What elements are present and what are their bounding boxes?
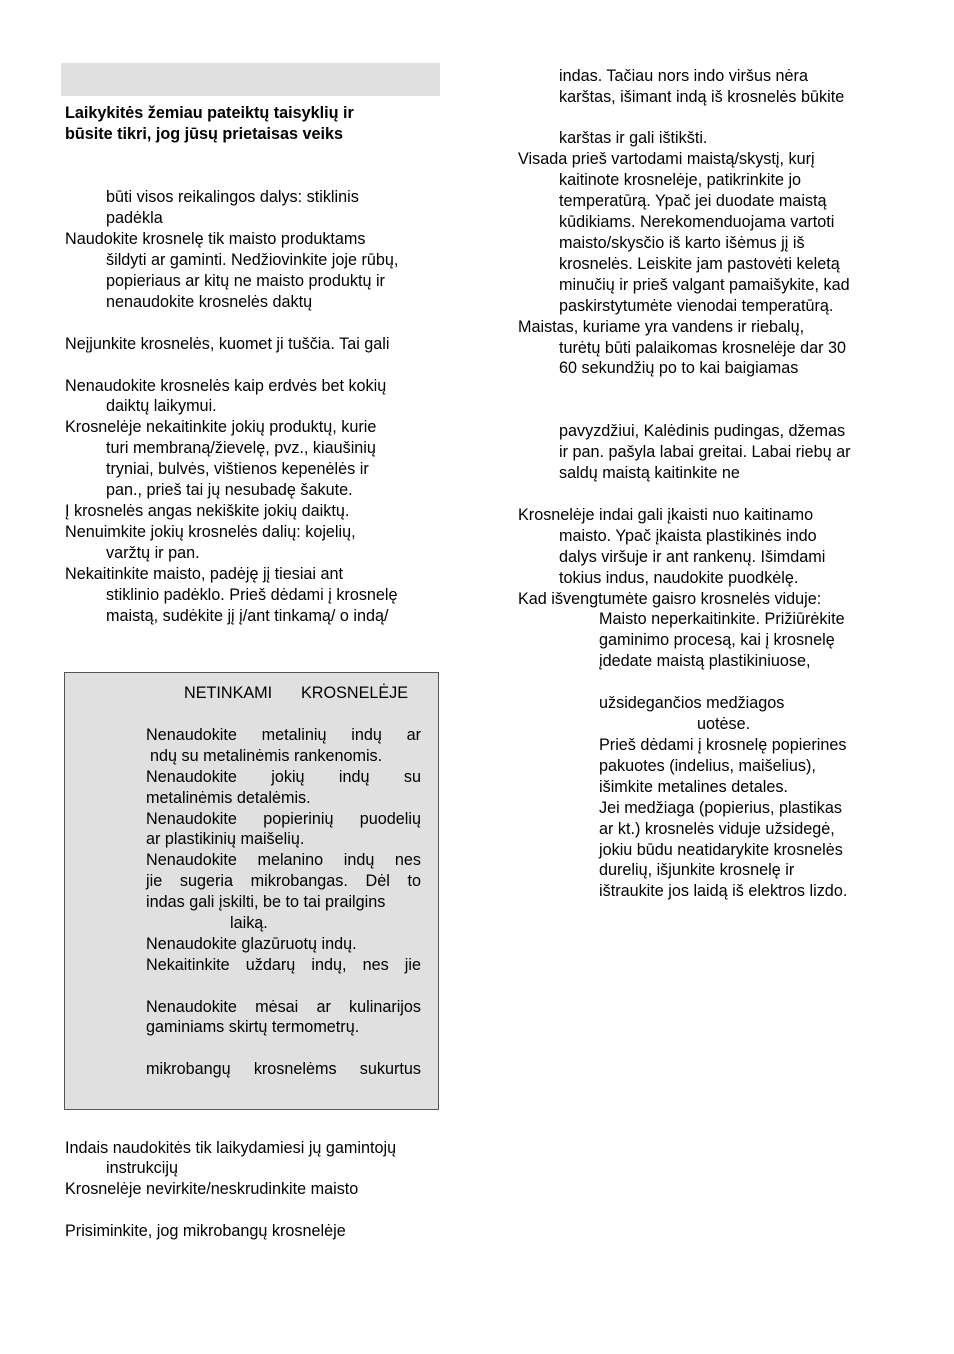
text-line: Nekaitinkite maisto, padėję jį tiesiai ant (65, 565, 344, 583)
text-line: minučių ir prieš valgant pamaišykite, kad (559, 276, 850, 294)
text-line: jokiu būdu neatidarykite krosnelės (599, 841, 843, 859)
text-line: ištraukite jos laidą iš elektros lizdo. (599, 882, 848, 900)
warning-line: Nenaudokite mėsai ar kulinarijos (146, 998, 421, 1016)
warning-line: ndų su metalinėmis rankenomis. (150, 747, 383, 765)
text-line: pavyzdžiui, Kalėdinis pudingas, džemas (559, 422, 846, 440)
intro-line: būsite tikri, jog jūsų prietaisas veiks (65, 125, 343, 143)
text-line: paskirstytumėte vienodai temperatūrą. (559, 297, 834, 315)
section-header-bar (61, 63, 440, 96)
text-line: krosnelės. Leiskite jam pastovėti keletą (559, 255, 840, 273)
text-line: užsidegančios medžiagos (599, 694, 785, 712)
text-line: uotėse. (697, 715, 751, 733)
text-line: Indais naudokitės tik laikydamiesi jų gamintojų (65, 1139, 397, 1157)
warning-title-b: KROSNELĖJE (301, 684, 409, 702)
warning-line: indas gali įskilti, be to tai prailgins (146, 893, 386, 911)
warning-line: jie sugeria mikrobangas. Dėl to (146, 872, 421, 890)
warning-line: Nenaudokite popierinių puodelių (146, 810, 421, 828)
text-line: pan., prieš tai jų nesubadę šakute. (106, 481, 353, 499)
text-line: Maisto neperkaitinkite. Prižiūrėkite (599, 610, 845, 628)
text-line: karštas ir gali ištikšti. (559, 129, 708, 147)
text-line: varžtų ir pan. (106, 544, 200, 562)
text-line: gaminimo procesą, kai į krosnelę (599, 631, 835, 649)
intro-line: Laikykitės žemiau pateiktų taisyklių ir (65, 104, 354, 122)
text-line: ar kt.) krosnelės viduje užsidegė, (599, 820, 835, 838)
warning-line: gaminiams skirtų termometrų. (146, 1018, 360, 1036)
text-line: šildyti ar gaminti. Nedžiovinkite joje rūbų, (106, 251, 399, 269)
text-line: durelių, išjunkite krosnelę ir (599, 861, 795, 879)
text-line: nenaudokite krosnelės daktų (106, 293, 313, 311)
text-line: įdedate maistą plastikiniuose, (599, 652, 811, 670)
text-line: Jei medžiaga (popierius, plastikas (599, 799, 842, 817)
text-line: Nenaudokite krosnelės kaip erdvės bet kokių (65, 377, 387, 395)
text-line: stiklinio padėklo. Prieš dėdami į krosnelę (106, 586, 398, 604)
text-line: karštas, išimant indą iš krosnelės būkite (559, 88, 845, 106)
text-line: daiktų laikymui. (106, 397, 217, 415)
text-line: kaitinote krosnelėje, patikrinkite jo (559, 171, 802, 189)
text-line: kūdikiams. Nerekomenduojama vartoti (559, 213, 835, 231)
warning-title-a: NETINKAMI (184, 684, 273, 702)
text-line: turėtų būti palaikomas krosnelėje dar 30 (559, 339, 847, 357)
warning-line: Nekaitinkite uždarų indų, nes jie (146, 956, 421, 974)
warning-line: Nenaudokite metalinių indų ar (146, 726, 421, 744)
warning-line: Nenaudokite jokių indų su (146, 768, 421, 786)
warning-line: Nenaudokite glazūruotų indų. (146, 935, 357, 953)
text-line: tokius indus, naudokite puodkėlę. (559, 569, 799, 587)
text-line: indas. Tačiau nors indo viršus nėra (559, 67, 808, 85)
text-line: Kad išvengtumėte gaisro krosnelės viduje: (518, 590, 822, 608)
text-line: Į krosnelės angas nekiškite jokių daiktų. (65, 502, 350, 520)
text-line: popieriaus ar kitų ne maisto produktų ir (106, 272, 385, 290)
warning-line: Nenaudokite melanino indų nes (146, 851, 421, 869)
text-line: tryniai, bulvės, vištienos kepenėlės ir (106, 460, 369, 478)
text-line: saldų maistą kaitinkite ne (559, 464, 740, 482)
text-line: turi membraną/žievelę, pvz., kiaušinių (106, 439, 376, 457)
text-line: dalys viršuje ir ant rankenų. Išimdami (559, 548, 826, 566)
text-line: 60 sekundžių po to kai baigiamas (559, 359, 799, 377)
text-line: Maistas, kuriame yra vandens ir riebalų, (518, 318, 805, 336)
text-line: Krosnelėje indai gali įkaisti nuo kaitinamo (518, 506, 814, 524)
text-line: temperatūrą. Ypač jei duodate maistą (559, 192, 827, 210)
warning-line: metalinėmis detalėmis. (146, 789, 311, 807)
text-line: ir pan. pašyla labai greitai. Labai riebų ar (559, 443, 851, 461)
text-line: Prieš dėdami į krosnelę popierines (599, 736, 847, 754)
text-line: Neįjunkite krosnelės, kuomet ji tuščia. Tai gali (65, 335, 390, 353)
text-line: instrukcijų (106, 1159, 178, 1177)
text-line: Visada prieš vartodami maistą/skystį, kurį (518, 150, 815, 168)
text-line: Naudokite krosnelę tik maisto produktams (65, 230, 366, 248)
warning-line: ar plastikinių maišelių. (146, 830, 305, 848)
text-line: Prisiminkite, jog mikrobangų krosnelėje (65, 1222, 346, 1240)
text-line: pakuotes (indelius, maišelius), (599, 757, 816, 775)
text-line: maistą, sudėkite jį į/ant tinkamą/ o indą/ (106, 607, 389, 625)
text-line: Krosnelėje nevirkite/neskrudinkite maisto (65, 1180, 359, 1198)
text-line: maisto. Ypač įkaista plastikinės indo (559, 527, 817, 545)
text-line: padėkla (106, 209, 163, 227)
warning-line: laiką. (230, 914, 268, 932)
text-line: Krosnelėje nekaitinkite jokių produktų, kurie (65, 418, 377, 436)
text-line: išimkite metalines detales. (599, 778, 788, 796)
text-line: būti visos reikalingos dalys: stiklinis (106, 188, 359, 206)
warning-line: mikrobangų krosnelėms sukurtus (146, 1060, 421, 1078)
text-line: maisto/skysčio iš karto išėmus jį iš (559, 234, 805, 252)
text-line: Nenuimkite jokių krosnelės dalių: kojelių, (65, 523, 356, 541)
